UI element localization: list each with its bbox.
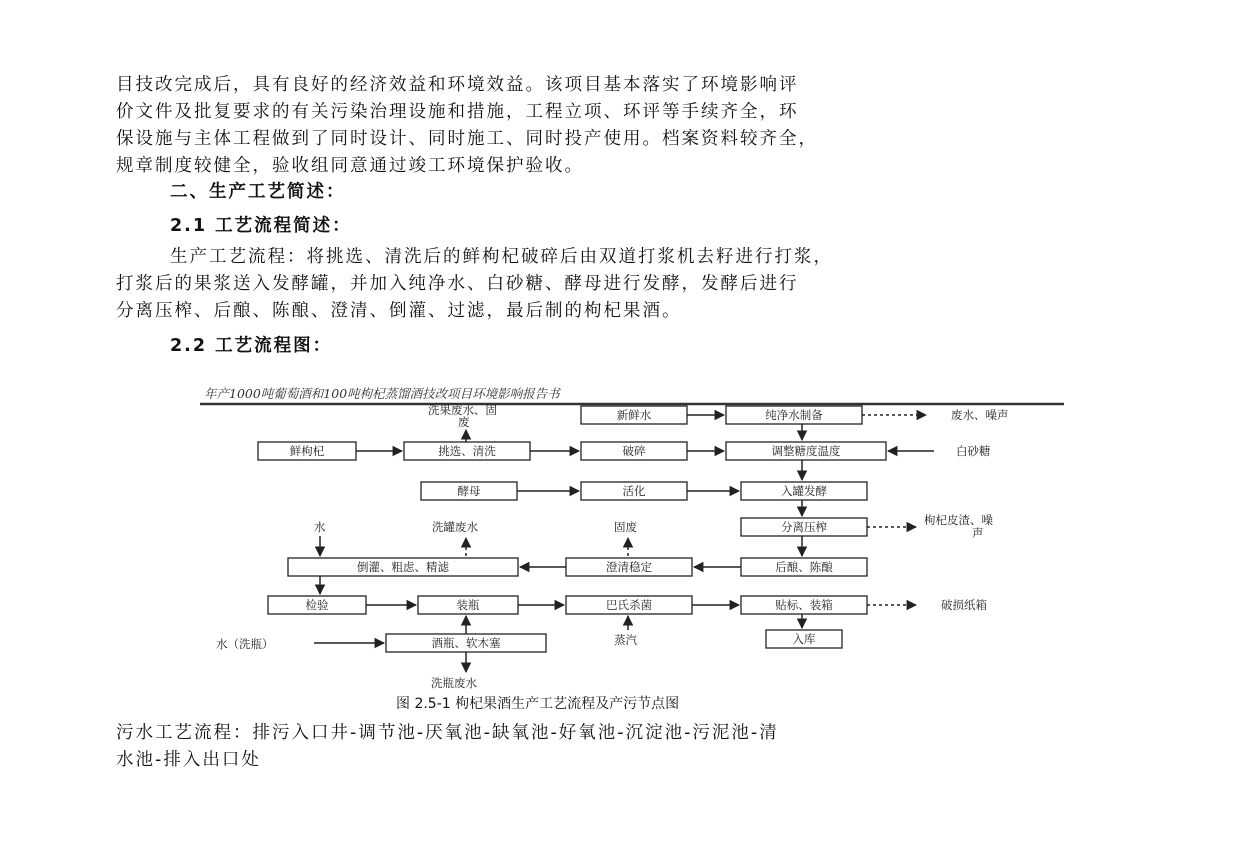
svg-text:装瓶: 装瓶 <box>456 598 480 612</box>
label-goji-residue: 枸杞皮渣、噪 <box>924 513 993 527</box>
svg-text:废: 废 <box>458 415 470 429</box>
flow-box-decant-filter <box>288 558 518 576</box>
text-line: 保设施与主体工程做到了同时设计、同时施工、同时投产使用。档案资料较齐全， <box>116 129 818 149</box>
svg-text:新鲜水: 新鲜水 <box>616 408 652 422</box>
svg-text:酒瓶、软木塞: 酒瓶、软木塞 <box>431 636 501 650</box>
svg-text:澄清稳定: 澄清稳定 <box>606 560 652 574</box>
intro-paragraph <box>116 72 1128 180</box>
text-line: 打浆后的果浆送入发酵罐，并加入纯净水、白砂糖、酵母进行发酵，发酵后进行 <box>116 274 799 294</box>
svg-text:倒灌、粗虑、精滤: 倒灌、粗虑、精滤 <box>357 560 449 574</box>
label-bottle-wash-waste: 洗瓶废水 <box>431 676 477 690</box>
figure-caption: 图 2.5-1 枸杞果酒生产工艺流程及产污节点图 <box>396 696 680 712</box>
flow-box-fresh-goji <box>258 442 356 460</box>
label-bottle-wash-water-in: 水（洗瓶） <box>216 637 274 651</box>
section-heading: 二、生产工艺简述： <box>170 182 346 202</box>
flow-box-age <box>741 558 867 576</box>
wastewater-paragraph <box>116 720 1128 774</box>
svg-text:鲜枸杞: 鲜枸杞 <box>289 444 325 458</box>
process-flow-figure <box>196 384 1068 714</box>
flow-box-adjust-sugar <box>726 442 886 460</box>
flow-box-tank-ferment <box>741 482 867 500</box>
label-waste-water-noise: 废水、噪声 <box>951 408 1009 422</box>
svg-text:贴标、装箱: 贴标、装箱 <box>775 598 833 612</box>
flow-box-separate-press <box>741 518 867 536</box>
text-line: 水池-排入出口处 <box>116 750 261 770</box>
subsection-heading: 2.1 工艺流程简述： <box>170 216 352 236</box>
label-white-sugar: 白砂糖 <box>956 444 991 458</box>
flow-box-bottles-corks <box>386 634 546 652</box>
flow-box-clarify <box>566 558 692 576</box>
flow-box-sort-wash <box>404 442 530 460</box>
figure-header: 年产1000吨葡萄酒和100吨枸杞蒸馏酒技改项目环境影响报告书 <box>204 386 560 401</box>
flow-box-crush <box>581 442 687 460</box>
svg-text:活化: 活化 <box>622 484 646 498</box>
svg-text:入罐发酵: 入罐发酵 <box>781 484 827 498</box>
flow-box-pure-water <box>726 406 862 424</box>
label-steam: 蒸汽 <box>614 633 637 647</box>
label-damaged-cartons: 破损纸箱 <box>941 598 987 612</box>
text-line: 污水工艺流程：排污入口井-调节池-厌氧池-缺氧池-好氧池-沉淀池-污泥池-清 <box>116 723 779 743</box>
svg-text:巴氏杀菌: 巴氏杀菌 <box>606 598 652 612</box>
svg-text:酵母: 酵母 <box>457 484 481 498</box>
text-line: 价文件及批复要求的有关污染治理设施和措施，工程立项、环评等手续齐全，环 <box>116 102 799 122</box>
svg-text:调整糖度温度: 调整糖度温度 <box>771 444 841 458</box>
svg-text:纯净水制备: 纯净水制备 <box>765 408 823 422</box>
flow-box-bottling <box>418 596 518 614</box>
flow-box-warehouse <box>766 630 842 648</box>
flow-box-activation <box>581 482 687 500</box>
svg-text:后酿、陈酿: 后酿、陈酿 <box>775 560 833 574</box>
svg-text:挑选、清洗: 挑选、清洗 <box>438 444 496 458</box>
text-line: 分离压榨、后酿、陈酿、澄清、倒灌、过滤，最后制的枸杞果酒。 <box>116 301 682 321</box>
label-water: 水 <box>314 520 326 534</box>
svg-text:检验: 检验 <box>305 598 329 612</box>
text-line: 目技改完成后，具有良好的经济效益和环境效益。该项目基本落实了环境影响评 <box>116 75 799 95</box>
svg-text:破碎: 破碎 <box>622 444 646 458</box>
text-line: 规章制度较健全，验收组同意通过竣工环境保护验收。 <box>116 156 584 176</box>
flow-box-pasteurize <box>566 596 692 614</box>
flow-box-fresh-water <box>581 406 687 424</box>
flow-box-yeast <box>421 482 517 500</box>
text-line: 生产工艺流程：将挑选、清洗后的鲜枸杞破碎后由双道打浆机去籽进行打浆， <box>170 247 833 267</box>
label-tank-wash-water: 洗罐废水 <box>432 520 478 534</box>
process-paragraph <box>116 244 1128 325</box>
subsection-heading: 2.2 工艺流程图： <box>170 336 333 356</box>
label-solid-waste: 固废 <box>614 520 637 534</box>
svg-text:入库: 入库 <box>792 632 816 646</box>
label-wash-waste: 洗果废水、固 <box>428 403 497 417</box>
flow-box-label-pack <box>741 596 867 614</box>
svg-text:分离压榨: 分离压榨 <box>781 520 827 534</box>
svg-text:声: 声 <box>972 526 984 540</box>
flow-box-inspect <box>268 596 366 614</box>
